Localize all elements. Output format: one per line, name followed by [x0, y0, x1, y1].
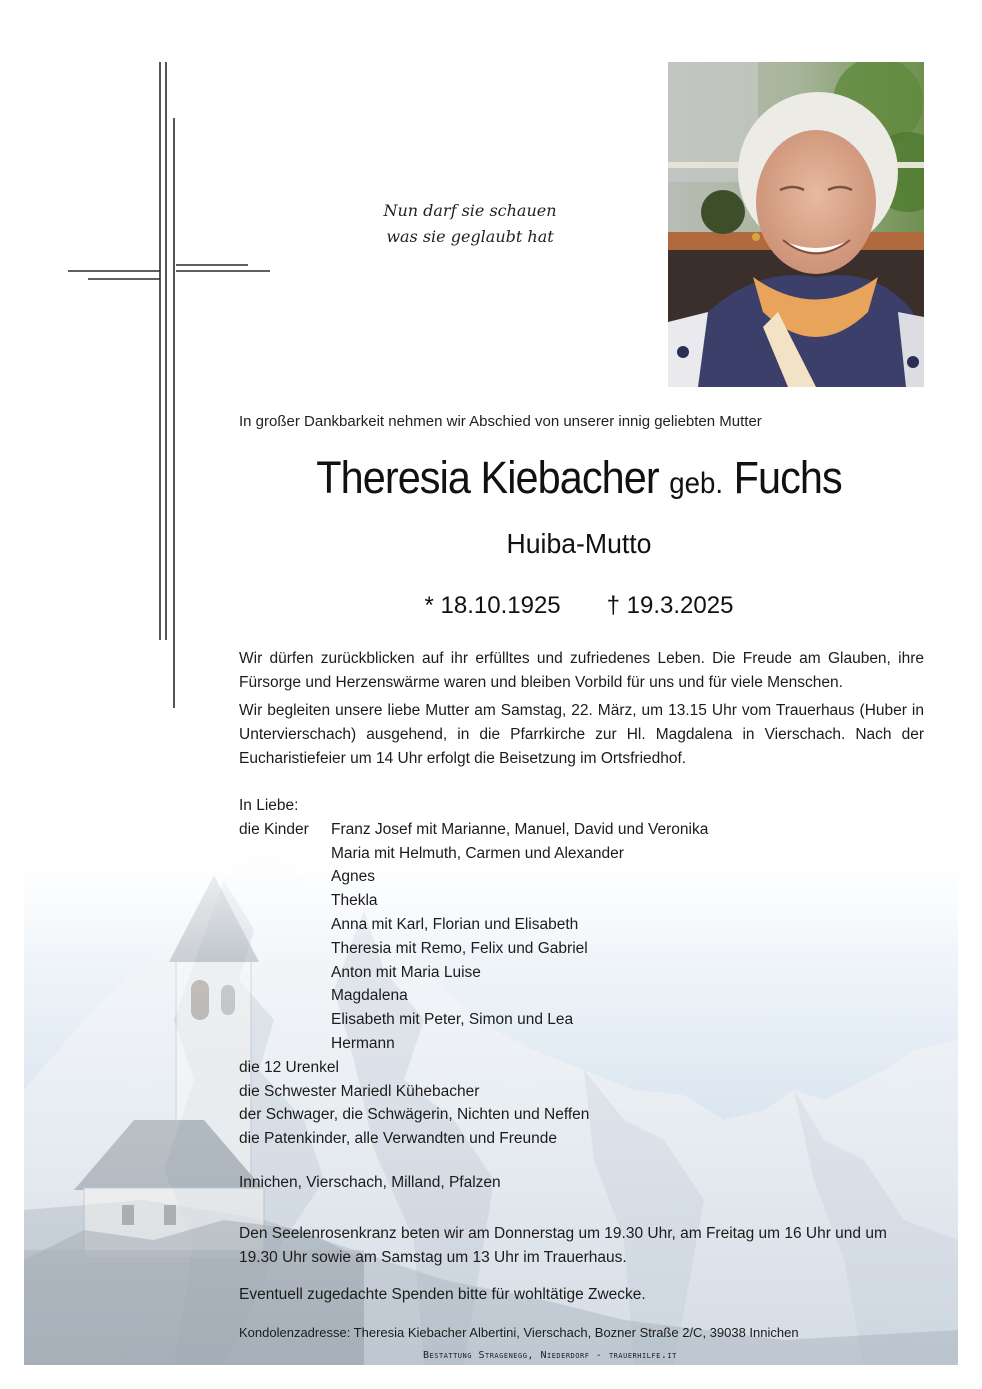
birth-date: * 18.10.1925	[424, 592, 561, 619]
quote	[360, 198, 580, 250]
mourners-list	[239, 794, 708, 1151]
quote-line-1: Nun darf sie schauen	[383, 201, 557, 220]
nickname: Huiba-Mutto	[506, 528, 652, 559]
mourners-heading: In Liebe:	[239, 797, 299, 814]
child-entry: Hermann	[331, 1034, 395, 1052]
children-row	[239, 818, 708, 842]
life-dates	[239, 592, 919, 620]
deceased-full-name: Theresia Kiebacher	[316, 452, 659, 503]
deceased-name	[266, 452, 892, 504]
child-entry: Thekla	[331, 892, 378, 910]
children-label: die Kinder	[239, 820, 309, 838]
mourner-entry: die Patenkinder, alle Verwandten und Freunde	[239, 1130, 557, 1148]
quote-line-2: was sie geglaubt hat	[386, 227, 554, 246]
mourner-entry: die 12 Urenkel	[239, 1058, 339, 1076]
funeral-paragraph: Wir begleiten unsere liebe Mutter am Samstag, 22. März, um 13.15 Uhr vom Trauerhaus (Huber in Untervierschach) ausgehend, in die Pfarrkirche zur Hl. Magdalena in Vierschach. Nach der Eucharistiefeier um 14 Uhr erfolgt die Beisetzung im Ortsfriedhof.	[239, 702, 924, 767]
portrait-photo	[668, 62, 924, 387]
child-entry: Magdalena	[331, 987, 408, 1005]
maiden-name: Fuchs	[733, 452, 842, 503]
born-prefix: geb.	[669, 467, 724, 500]
child-entry: Franz Josef mit Marianne, Manuel, David und Veronika	[331, 820, 709, 838]
mourner-entry: der Schwager, die Schwägerin, Nichten und Neffen	[239, 1106, 590, 1124]
intro-text: In großer Dankbarkeit nehmen wir Abschied von unserer innig geliebten Mutter	[239, 413, 762, 430]
undertaker-footer: Bestattung Stragenegg, Niederdorf - trauerhilfe.it	[423, 1350, 677, 1361]
child-entry: Elisabeth mit Peter, Simon und Lea	[331, 1011, 574, 1029]
child-entry: Anton mit Maria Luise	[331, 963, 481, 981]
places: Innichen, Vierschach, Milland, Pfalzen	[239, 1174, 501, 1191]
condolence-address: Kondolenzadresse: Theresia Kiebacher Albertini, Vierschach, Bozner Straße 2/C, 39038 Innichen	[239, 1325, 799, 1340]
rosary-notice: Den Seelenrosenkranz beten wir am Donnerstag um 19.30 Uhr, am Freitag um 16 Uhr und um 19.30 Uhr sowie am Samstag um 13 Uhr im Trauerhaus.	[239, 1225, 887, 1266]
donation-notice: Eventuell zugedachte Spenden bitte für wohltätige Zwecke.	[239, 1286, 646, 1303]
child-entry: Agnes	[331, 868, 375, 886]
life-paragraph: Wir dürfen zurückblicken auf ihr erfülltes und zufriedenes Leben. Die Freude am Glauben, ihre Fürsorge und Herzenswärme waren und bleiben Vorbild für uns und für viele Menschen.	[239, 650, 924, 691]
child-entry: Anna mit Karl, Florian und Elisabeth	[331, 915, 579, 933]
child-entry: Theresia mit Remo, Felix und Gabriel	[331, 939, 588, 957]
death-date: † 19.3.2025	[606, 592, 734, 619]
child-entry: Maria mit Helmuth, Carmen und Alexander	[331, 844, 624, 862]
mourner-entry: die Schwester Mariedl Kühebacher	[239, 1082, 480, 1100]
